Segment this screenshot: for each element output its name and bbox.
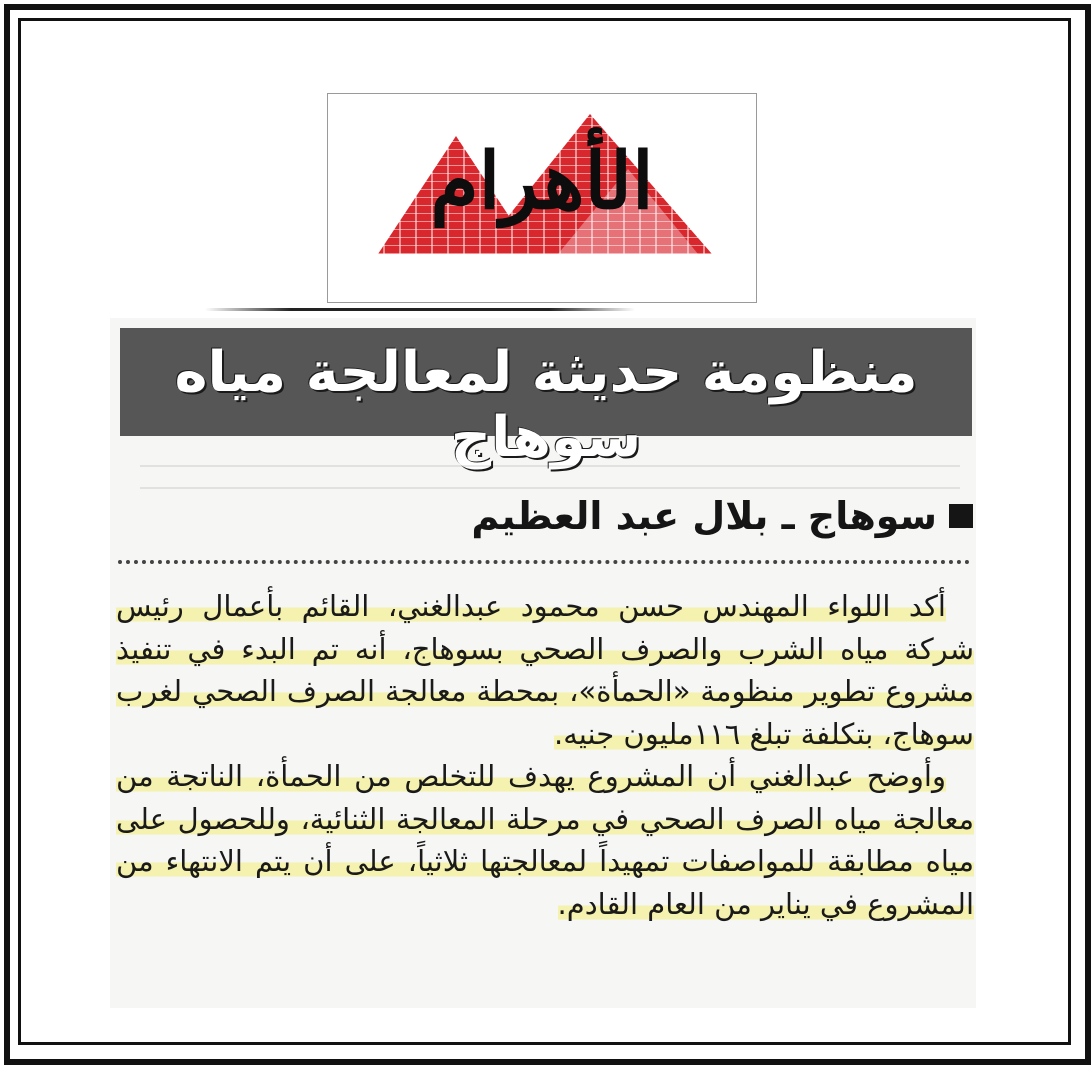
article-body [116, 585, 974, 925]
article-headline: منظومة حديثة لمعالجة مياه سوهاج [174, 340, 918, 470]
byline-text: سوهاج ـ بلال عبد العظيم [471, 494, 937, 538]
header-divider [205, 308, 635, 311]
newspaper-logo-text: الأهرام [430, 136, 654, 227]
article-paragraph [116, 755, 974, 925]
article-byline [471, 494, 973, 538]
paragraph-text: أكد اللواء المهندس حسن محمود عبدالغني، القائم بأعمال رئيس شركة مياه الشرب والصرف الصحي بسوهاج، أنه تم البدء في تنفيذ مشروع تطوير منظومة «الحمأة»، بمحطة معالجة الصرف الصحي لغرب سوهاج، بتكلفة تبلغ ١١٦مليون جنيه. [116, 589, 974, 751]
bullet-square-icon [949, 504, 973, 528]
article-paragraph [116, 585, 974, 755]
paragraph-text: وأوضح عبدالغني أن المشروع يهدف للتخلص من الحمأة، الناتجة من معالجة مياه الصرف الصحي في مرحلة المعالجة الثنائية، وللحصول على مياه مطابقة للمواصفات تمهيداً لمعالجتها ثلاثياً، على أن يتم الانتهاء من المشروع في يناير من العام القادم. [116, 759, 974, 921]
dotted-separator [118, 560, 970, 564]
newspaper-logo [327, 93, 757, 303]
